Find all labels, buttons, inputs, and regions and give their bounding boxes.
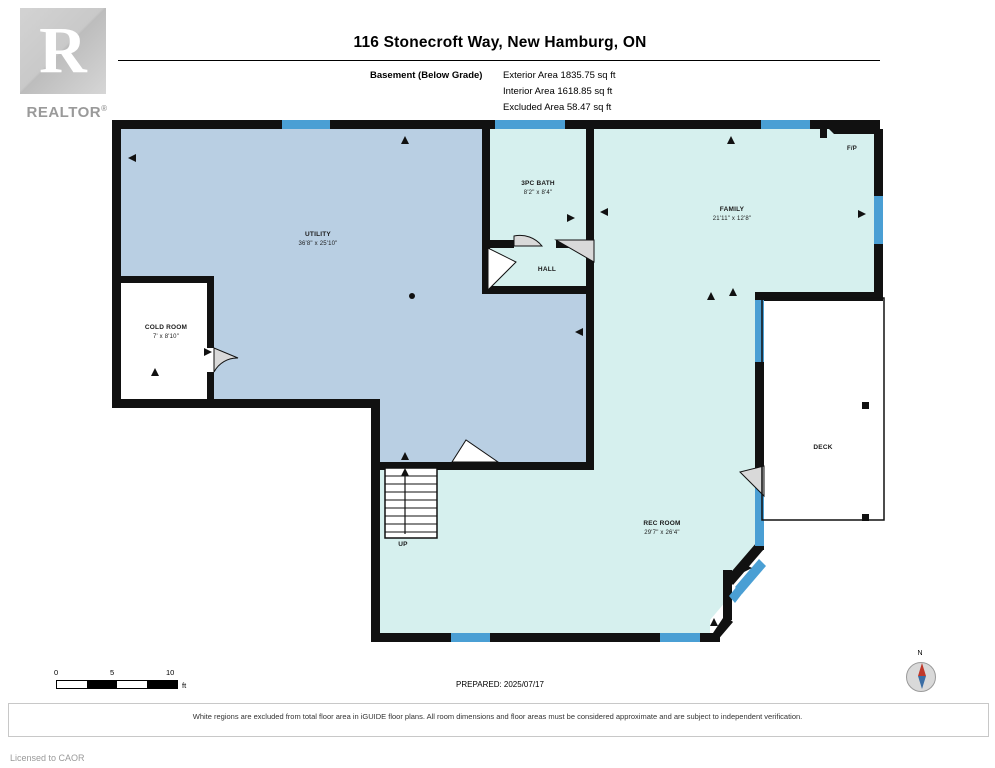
room-label-rec-room: [612, 519, 712, 538]
family-name: FAMILY: [719, 206, 745, 213]
hall-name: HALL: [537, 266, 557, 273]
fireplace-name: F/P: [847, 146, 857, 152]
room-label-deck: [773, 443, 873, 452]
prepared-date: PREPARED: 2025/07/17: [456, 680, 544, 689]
scale-unit: ft: [182, 681, 187, 690]
room-label-hall: [510, 265, 584, 274]
compass-needle-south: [918, 676, 926, 689]
stairs: [385, 468, 437, 538]
licensed-to-text: Licensed to CAOR: [10, 753, 85, 763]
exterior-area: Exterior Area 1835.75 sq ft: [503, 70, 616, 81]
realtor-logo-letter: R: [39, 14, 87, 87]
registered-mark: ®: [101, 104, 108, 113]
scale-tick-5: 5: [110, 668, 115, 677]
compass-north-label: N: [917, 650, 923, 657]
page-title: 116 Stonecroft Way, New Hamburg, ON: [353, 34, 647, 51]
deck-name: DECK: [813, 444, 833, 451]
disclaimer-text: White regions are excluded from total floor area in iGUIDE floor plans. All room dimensions and floor areas must be considered approximate and are subject to independent verification.: [192, 712, 803, 721]
scale-seg-2: [87, 681, 117, 688]
scale-seg-1: [57, 681, 87, 688]
scale-seg-3: [117, 681, 147, 688]
scale-bar-graphic: [56, 680, 178, 689]
interior-area: Interior Area 1618.85 sq ft: [503, 86, 613, 97]
room-label-utility: [268, 230, 368, 249]
excluded-area: Excluded Area 58.47 sq ft: [503, 102, 612, 113]
room-label-cold-room: [116, 323, 216, 342]
room-label-3pc-bath: [488, 179, 588, 198]
utility-dim: 36'8" x 25'10": [298, 241, 338, 247]
compass-needle-north: [918, 663, 926, 676]
scale-ticks: [52, 668, 202, 678]
family-dim: 21'11" x 12'8": [712, 216, 752, 222]
cold-room-dim: 7' x 8'10": [152, 334, 180, 340]
stairs-up-text: UP: [398, 541, 408, 548]
utility-name: UTILITY: [305, 231, 331, 238]
scale-tick-10: 10: [166, 668, 175, 677]
room-label-family: [682, 205, 782, 224]
compass-rose: [898, 650, 942, 702]
room-label-fireplace: [822, 145, 882, 154]
floor-level-label: Basement (Below Grade): [370, 70, 483, 81]
cold-room-name: COLD ROOM: [144, 324, 188, 331]
scale-seg-4: [147, 681, 177, 688]
scale-tick-0: 0: [54, 668, 59, 677]
stairs-direction-label: [380, 540, 426, 549]
scale-bar: [52, 668, 202, 696]
realtor-wordmark-text: REALTOR: [26, 104, 102, 121]
rec-room-name: REC ROOM: [643, 520, 681, 527]
rec-room-dim: 29'7" x 26'4": [644, 530, 680, 536]
bath-dim: 8'2" x 8'4": [523, 190, 553, 196]
bath-name: 3PC BATH: [521, 180, 555, 187]
